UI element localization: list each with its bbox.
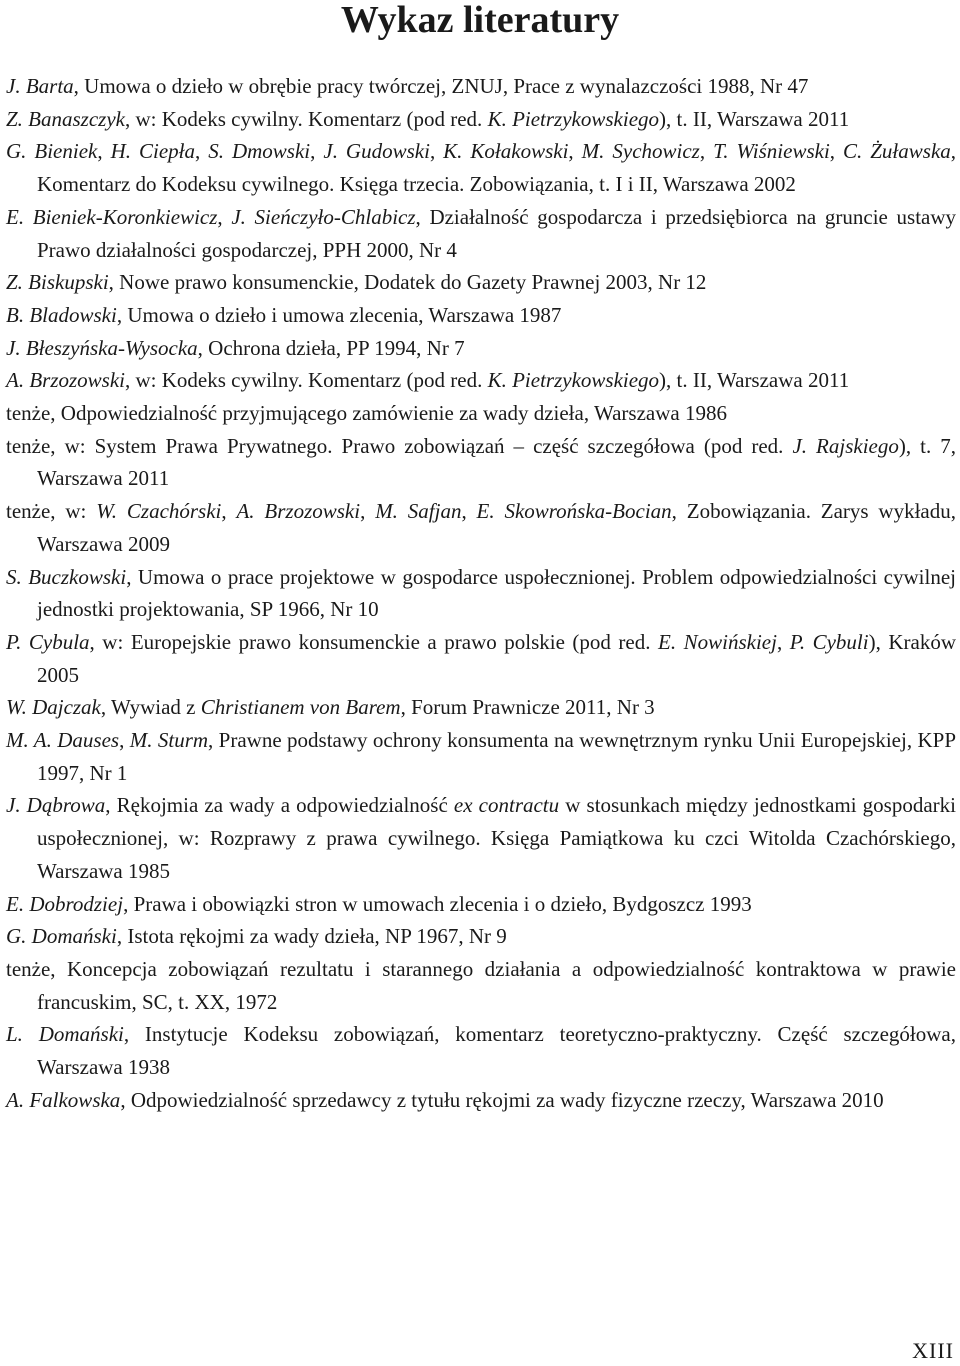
entry-author-or-title-italic: J. Sieńczyło-Chlabicz [231,204,416,229]
entry-author-or-title-italic: E. Nowińskiej [658,629,777,654]
entry-text: , Umowa o dzieło i umowa zlecenia, Warszawa 1987 [116,302,562,327]
entry-author-or-title-italic: K. Pietrzykowskiego [487,368,660,393]
entry-text: ), t. II, Warszawa 2011 [659,106,850,131]
entry-author-or-title-italic: P. Cybula [6,629,90,654]
bibliography-entry [6,1084,956,1117]
entry-author-or-title-italic: J. Dąbrowa [6,793,106,818]
entry-author-or-title-italic: T. Wiśniewski [713,139,830,164]
entry-author-or-title-italic: J. Gudowski [323,139,430,164]
entry-text: , Umowa o prace projektowe w gospodarce uspołecznionej. Problem odpowiedzialności cywilnej jednostki projektowania, SP 1966, Nr 10 [37,564,956,622]
bibliography-entry [6,70,956,103]
bibliography-entry [6,135,956,200]
entry-text: tenże, w: [6,499,97,524]
entry-text: tenże, Koncepcja zobowiązań rezultatu i starannego działania a odpowiedzialność kontraktowa w prawie francuskim, SC, t. XX, 1972 [6,956,956,1014]
entry-author-or-title-italic: L. Domański [6,1022,124,1047]
entry-text: , [776,629,790,654]
entry-text: , [217,204,232,229]
bibliography-list [6,70,956,1117]
entry-author-or-title-italic: Christianem von Barem [200,695,401,720]
bibliography-entry [6,201,956,266]
bibliography-entry [6,332,956,365]
page-number: XIII [912,1338,954,1363]
entry-text: , Komentarz do Kodeksu cywilnego. Księga trzecia. Zobowiązania, t. I i II, Warszawa 2002 [37,139,957,197]
entry-text: , Nowe prawo konsumenckie, Dodatek do Gazety Prawnej 2003, Nr 12 [108,270,707,295]
entry-text: , Rękojmia za wady a odpowiedzialność [105,793,454,818]
entry-text: ), t. 7, Warszawa 2011 [37,433,956,491]
bibliography-entry [6,495,956,560]
bibliography-entry [6,888,956,921]
bibliography-entry [6,789,956,887]
entry-text: , w: Kodeks cywilny. Komentarz (pod red. [125,106,488,131]
bibliography-entry [6,920,956,953]
entry-text: , [221,499,237,524]
entry-text: , [195,139,209,164]
entry-text: ), Kraków 2005 [37,629,956,687]
entry-text: , Prawne podstawy ochrony konsumenta na wewnętrznym rynku Unii Europejskiej, KPP 1997, Nr 1 [37,728,956,785]
entry-author-or-title-italic: C. Żuławska [843,139,951,164]
entry-text: , w: Kodeks cywilny. Komentarz (pod red. [125,368,488,393]
entry-text: , Umowa o dzieło w obrębie pracy twórczej, ZNUJ, Prace z wynalazczości 1988, Nr 47 [73,74,809,98]
bibliography-entry [6,626,956,691]
entry-author-or-title-italic: K. Pietrzykowskiego [487,106,660,131]
entry-text: tenże, w: System Prawa Prywatnego. Prawo zobowiązań – część szczegółowa (pod red. [6,433,793,458]
entry-text: , Działalność gospodarcza i przedsiębiorca na gruncie ustawy Prawo działalności gospodarczej, PPH 2000, Nr 4 [37,204,957,262]
entry-author-or-title-italic: H. Ciepła [110,139,195,164]
entry-text: , Wywiad z [100,695,201,720]
entry-text: , Odpowiedzialność sprzedawcy z tytułu rękojmi za wady fizyczne rzeczy, Warszawa 2010 [120,1087,884,1112]
entry-author-or-title-italic: M. Safjan [375,499,462,524]
entry-author-or-title-italic: W. Czachórski [96,499,222,524]
entry-text: , [310,139,324,164]
entry-text: , Prawa i obowiązki stron w umowach zlecenia i o dzieło, Bydgoszcz 1993 [123,891,752,916]
entry-text: , [699,139,714,164]
bibliography-entry [6,430,956,495]
entry-text: tenże, Odpowiedzialność przyjmującego zamówienie za wady dzieła, Warszawa 1986 [6,401,727,426]
entry-author-or-title-italic: E. Dobrodziej [6,891,124,916]
entry-text: , Instytucje Kodeksu zobowiązań, komentarz teoretyczno-praktyczny. Część szczegółowa, Warszawa 1938 [37,1022,956,1080]
entry-author-or-title-italic: P. Cybuli [789,629,869,654]
entry-text: , [119,728,130,753]
entry-author-or-title-italic: S. Buczkowski [6,564,127,589]
bibliography-entry [6,724,956,789]
entry-author-or-title-italic: J. Rajskiego [792,433,899,458]
entry-text: , w: Europejskie prawo konsumenckie a prawo polskie (pod red. [89,629,659,654]
bibliography-entry [6,953,956,1018]
bibliography-entry [6,103,956,136]
entry-text: , Zobowiązania. Zarys wykładu, Warszawa 2009 [37,499,957,556]
bibliography-entry [6,1018,956,1083]
entry-author-or-title-italic: M. Sychowicz [581,139,700,164]
entry-text: w stosunkach między jednostkami gospodarki uspołecznionej, w: Rozprawy z prawa cywilnego. Księga Pamiątkowa ku czci Witolda Czachórskiego, Warszawa 1985 [37,793,956,883]
bibliography-entry [6,397,956,430]
entry-author-or-title-italic: G. Domański [6,924,117,949]
bibliography-entry [6,561,956,626]
entry-text: , [461,499,477,524]
bibliography-entry [6,364,956,397]
entry-text: , Ochrona dzieła, PP 1994, Nr 7 [197,335,465,360]
entry-author-or-title-italic: Z. Banaszczyk [6,106,125,131]
entry-author-or-title-italic: A. Brzozowski [6,368,126,393]
entry-author-or-title-italic: J. Błeszyńska-Wysocka [6,335,198,360]
entry-author-or-title-italic: S. Dmowski [208,139,311,164]
entry-author-or-title-italic: ex contractu [453,793,560,818]
page-title: Wykaz literatury [340,0,620,41]
entry-text: ), t. II, Warszawa 2011 [659,368,850,393]
bibliography-entry [6,691,956,724]
entry-author-or-title-italic: K. Kołakowski [443,139,569,164]
entry-author-or-title-italic: A. Brzozowski [236,499,361,524]
entry-text: , [360,499,376,524]
entry-author-or-title-italic: W. Dajczak [6,695,101,720]
entry-author-or-title-italic: J. Barta [6,74,74,98]
entry-text: , [429,139,444,164]
bibliography-entry [6,266,956,299]
entry-text: , [97,139,111,164]
entry-author-or-title-italic: Z. Biskupski [6,270,109,295]
entry-author-or-title-italic: E. Skowrońska-Bocian [476,499,672,524]
entry-author-or-title-italic: E. Bieniek-Koronkiewicz [6,204,218,229]
entry-text: , Istota rękojmi za wady dzieła, NP 1967, Nr 9 [116,924,507,949]
entry-text: , [829,139,844,164]
entry-author-or-title-italic: G. Bieniek [6,139,98,164]
entry-author-or-title-italic: M. A. Dauses [6,728,120,753]
entry-text: , Forum Prawnicze 2011, Nr 3 [400,695,655,720]
bibliography-entry [6,299,956,332]
entry-text: , [568,139,582,164]
entry-author-or-title-italic: A. Falkowska [6,1087,121,1112]
entry-author-or-title-italic: B. Bladowski [6,302,117,327]
entry-author-or-title-italic: M. Sturm [129,728,209,753]
